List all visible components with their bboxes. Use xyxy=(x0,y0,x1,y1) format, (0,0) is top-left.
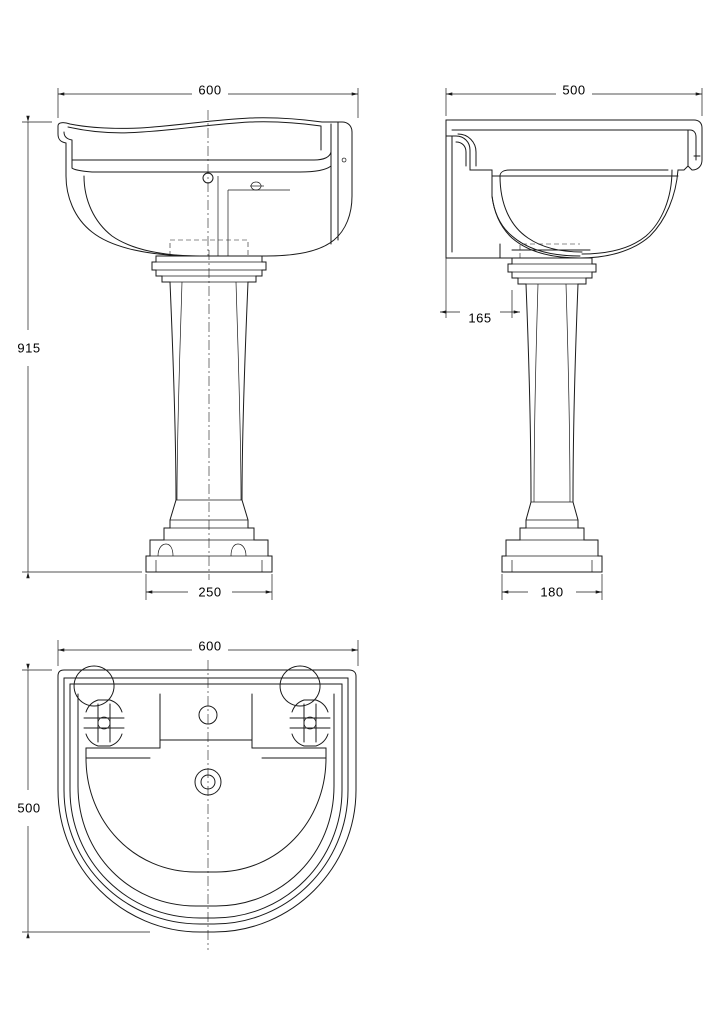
dimension-front-width: 600 xyxy=(195,83,224,98)
dimension-overall-height: 915 xyxy=(14,341,43,356)
front-elevation-view xyxy=(22,88,358,600)
dimension-plan-width: 600 xyxy=(195,639,224,654)
dimension-plan-depth: 500 xyxy=(14,801,43,816)
dimension-pedestal-base-depth: 180 xyxy=(537,585,566,600)
plan-view xyxy=(22,640,358,950)
dimension-side-depth: 500 xyxy=(559,83,588,98)
dimension-pedestal-offset: 165 xyxy=(465,311,494,326)
dimension-pedestal-base-width: 250 xyxy=(195,585,224,600)
side-elevation-view xyxy=(440,88,702,600)
